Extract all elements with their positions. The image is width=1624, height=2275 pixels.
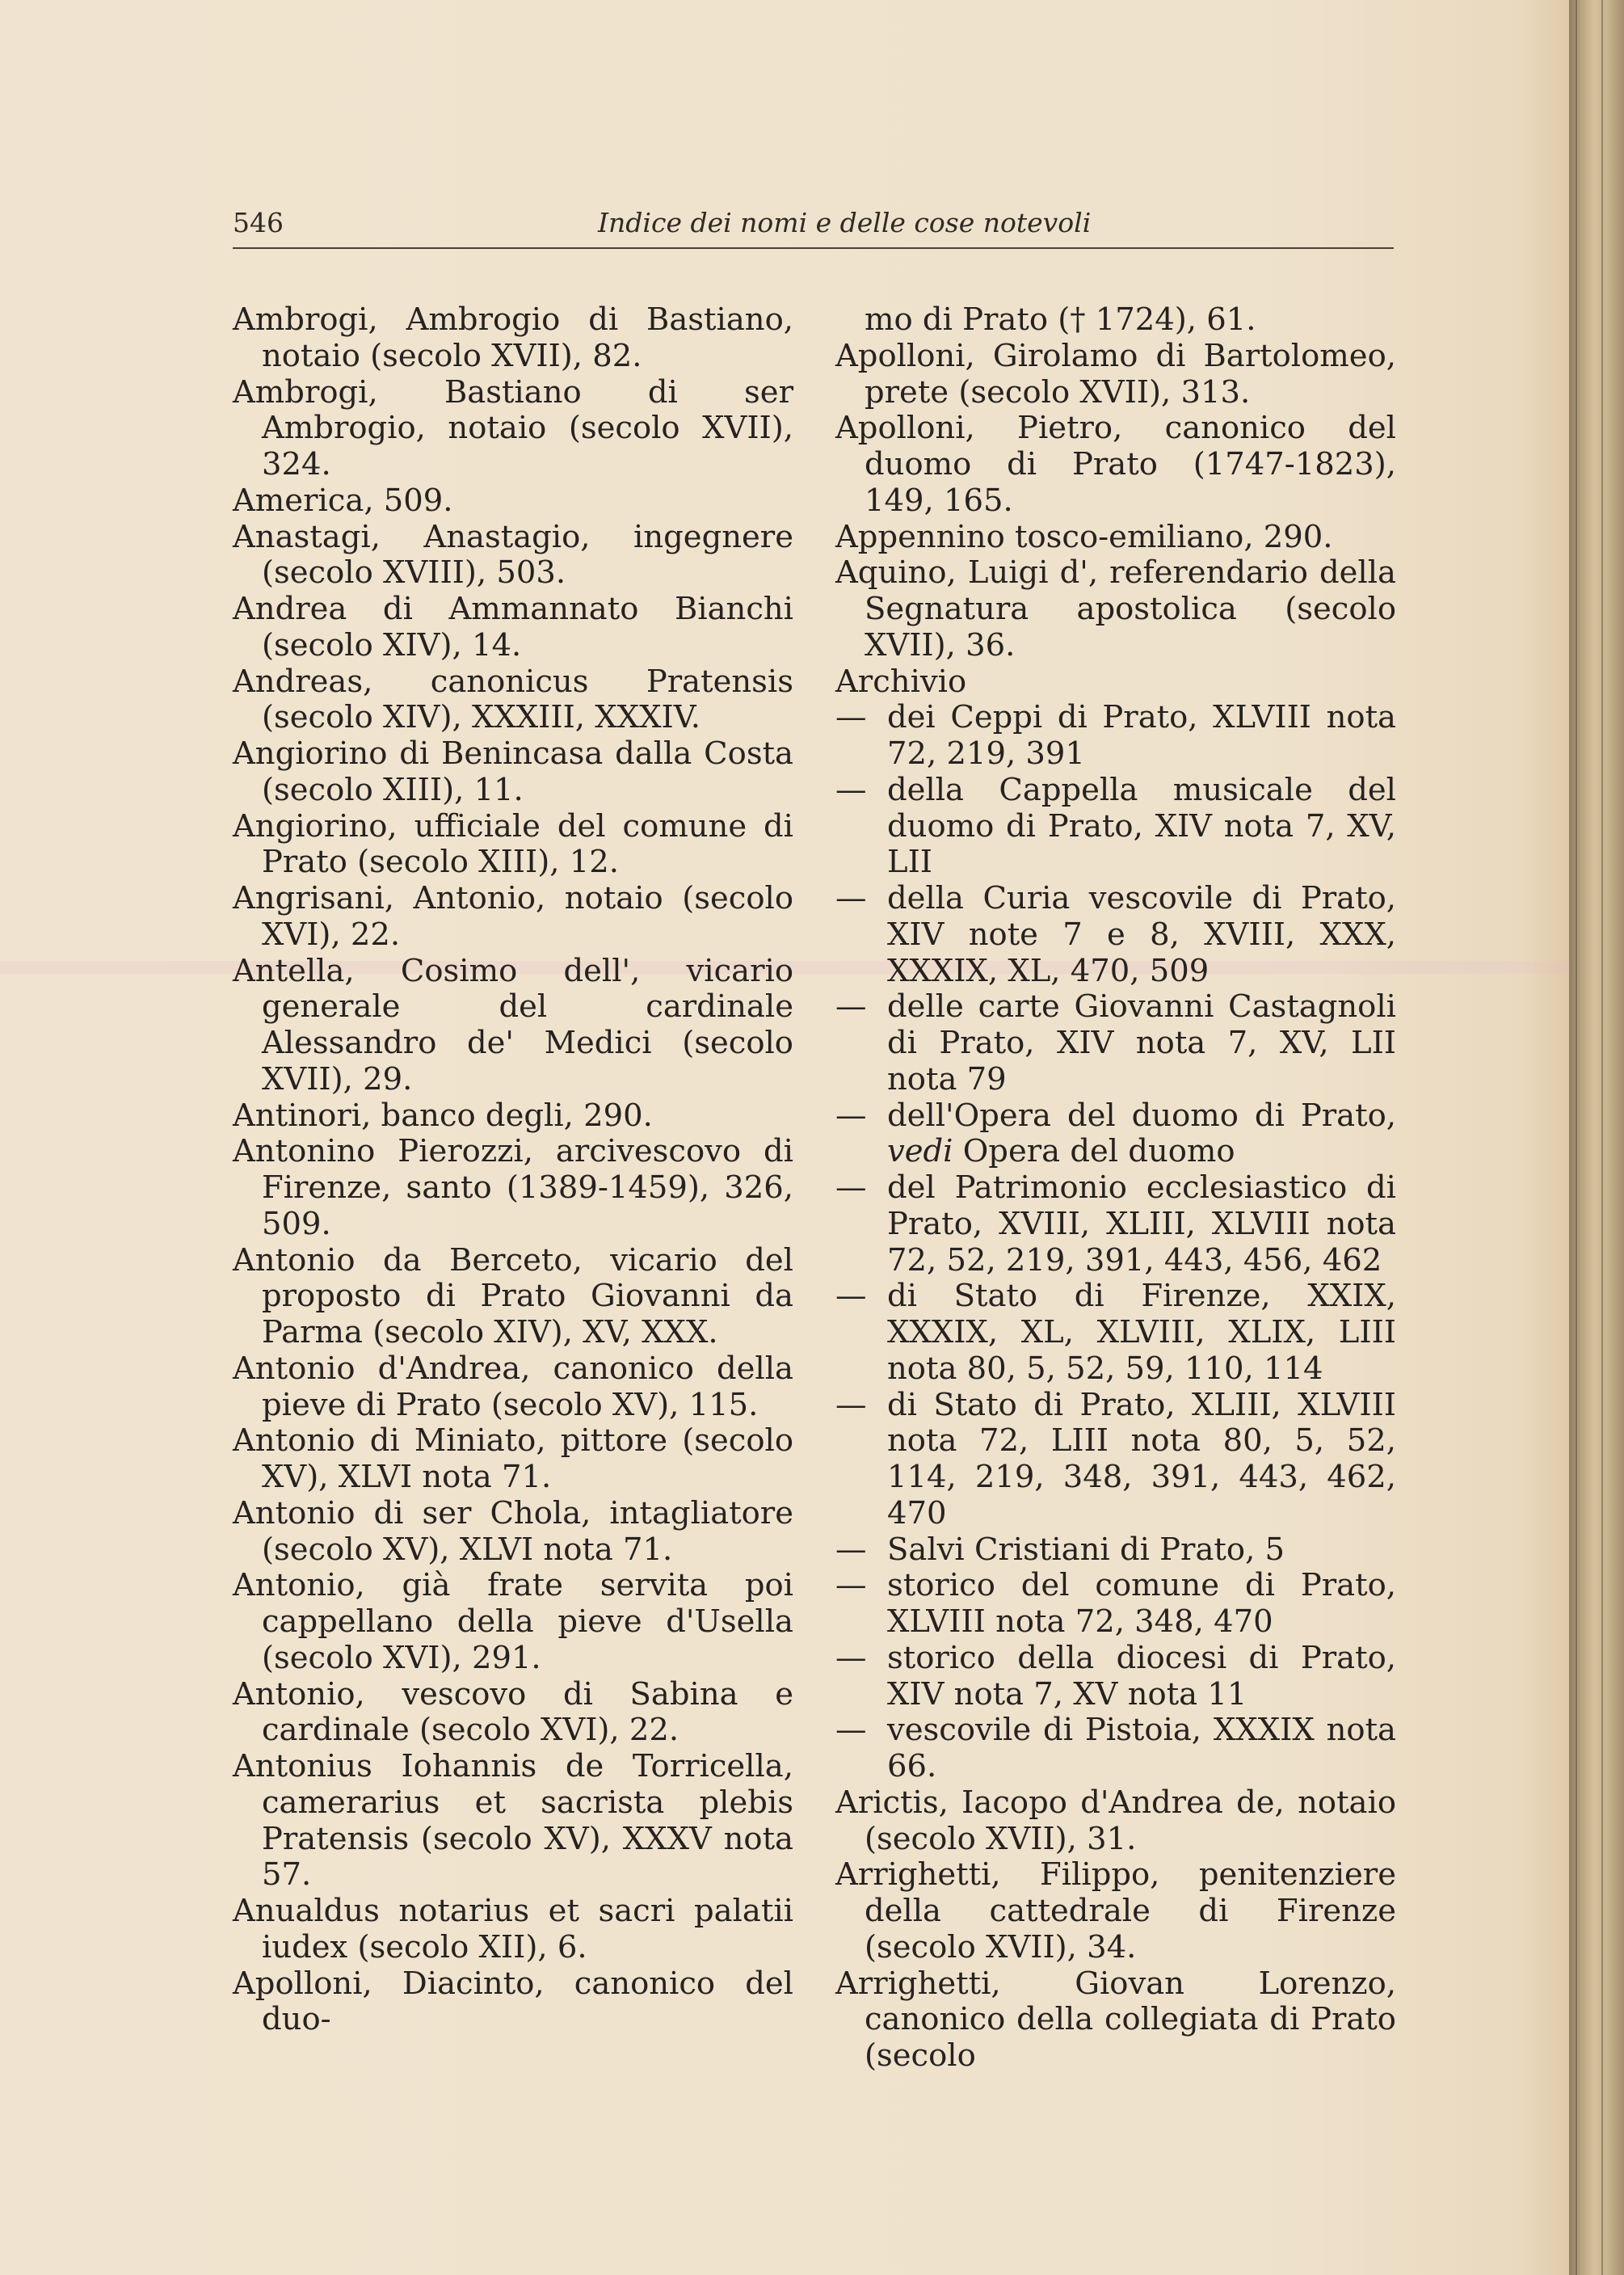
em-dash: — xyxy=(835,1531,867,1568)
em-dash: — xyxy=(835,771,867,808)
index-entry: Apolloni, Girolamo di Bartolomeo, prete (secolo XVII), 313. xyxy=(835,337,1396,411)
em-dash: — xyxy=(835,1712,867,1749)
vedi-cross-reference: vedi xyxy=(887,1133,953,1170)
subentry-text: delle carte Giovanni Castagnoli di Prato, XIV nota 7, XV, LII nota 79 xyxy=(887,988,1396,1097)
em-dash: — xyxy=(835,1169,867,1206)
index-entry: Antonio, vescovo di Sabina e cardinale (secolo XVI), 22. xyxy=(233,1675,793,1749)
index-entry: Andrea di Ammannato Bianchi (secolo XIV), 14. xyxy=(233,591,793,664)
book-gutter xyxy=(1569,0,1624,2275)
index-entry: Angiorino di Benincasa dalla Costa (secolo XIII), 11. xyxy=(233,735,793,808)
index-subentry xyxy=(835,1713,1396,1785)
em-dash: — xyxy=(835,1097,867,1134)
index-subentry xyxy=(835,1532,1396,1569)
index-entry: Angrisani, Antonio, notaio (secolo XVI), 22. xyxy=(233,880,793,953)
index-entry: Apolloni, Pietro, canonico del duomo di Prato (1747-1823), 149, 165. xyxy=(835,410,1396,519)
index-subentry xyxy=(835,700,1396,773)
em-dash: — xyxy=(835,699,867,736)
index-entry: Arictis, Iacopo d'Andrea de, notaio (secolo XVII), 31. xyxy=(835,1784,1396,1857)
em-dash: — xyxy=(835,880,867,916)
subentry-text: della Cappella musicale del duomo di Prato, XIV nota 7, XV, LII xyxy=(887,771,1396,881)
index-entry: Anastagi, Anastagio, ingegnere (secolo XVIII), 503. xyxy=(233,518,793,592)
index-entry: Antonio di ser Chola, intagliatore (secolo XV), XLVI nota 71. xyxy=(233,1494,793,1568)
index-entry: Antonio da Berceto, vicario del proposto di Prato Giovanni da Parma (secolo XIV), XV, XXX. xyxy=(233,1241,793,1350)
gutter-line xyxy=(1576,0,1577,2275)
running-head xyxy=(233,202,1394,249)
subentry-text: di Stato di Prato, XLIII, XLVIII nota 72, LIII nota 80, 5, 52, 114, 219, 348, 391, 443, 462, 470 xyxy=(887,1386,1396,1531)
index-entry: Andreas, canonicus Pratensis (secolo XIV), XXXIII, XXXIV. xyxy=(233,663,793,736)
subentry-text: di Stato di Firenze, XXIX, XXXIX, XL, XLVIII, XLIX, LIII nota 80, 5, 52, 59, 110, 114 xyxy=(887,1278,1396,1387)
index-entry: Aquino, Luigi d', referendario della Segnatura apostolica (secolo XVII), 36. xyxy=(835,554,1396,664)
em-dash: — xyxy=(835,1567,867,1604)
index-column-left xyxy=(233,302,793,2038)
index-entry: Apolloni, Diacinto, canonico del duo- xyxy=(233,1965,793,2038)
index-entry: Angiorino, ufficiale del comune di Prato (secolo XIII), 12. xyxy=(233,807,793,881)
subentry-text: dei Ceppi di Prato, XLVIII nota 72, 219, 391 xyxy=(887,699,1396,772)
gutter-line xyxy=(1601,0,1603,2275)
running-head-title: Indice dei nomi e delle cose notevoli xyxy=(598,207,1092,238)
em-dash: — xyxy=(835,1278,867,1315)
index-subentry xyxy=(835,1641,1396,1713)
index-entry: America, 509. xyxy=(233,482,453,519)
index-subentry xyxy=(835,1170,1396,1279)
index-subentry xyxy=(835,1568,1396,1641)
index-entry: Ambrogi, Bastiano di ser Ambrogio, notaio (secolo XVII), 324. xyxy=(233,373,793,482)
subentry-text: Opera del duomo xyxy=(953,1133,1235,1170)
em-dash: — xyxy=(835,1639,867,1676)
index-column-right xyxy=(835,302,1396,2075)
subentry-text: storico della diocesi di Prato, XIV nota 7, XV nota 11 xyxy=(887,1639,1396,1713)
subentry-text: della Curia vescovile di Prato, XIV note 7 e 8, XVIII, XXX, XXXIX, XL, 470, 509 xyxy=(887,880,1396,989)
index-entry: Antonino Pierozzi, arcivescovo di Firenze, santo (1389-1459), 326, 509. xyxy=(233,1133,793,1242)
index-entry: Antonio, già frate servita poi cappellano della pieve d'Usella (secolo XVI), 291. xyxy=(233,1567,793,1676)
index-entry: Ambrogi, Ambrogio di Bastiano, notaio (secolo XVII), 82. xyxy=(233,301,793,374)
subentry-text: storico del comune di Prato, XLVIII nota 72, 348, 470 xyxy=(887,1567,1396,1640)
index-subentry xyxy=(835,881,1396,989)
index-entry: Antonio di Miniato, pittore (secolo XV), XLVI nota 71. xyxy=(233,1422,793,1495)
page-number: 546 xyxy=(233,207,284,238)
index-entry: Antella, Cosimo dell', vicario generale del cardinale Alessandro de' Medici (secolo XVII), 29. xyxy=(233,952,793,1097)
subentry-text: del Patrimonio ecclesiastico di Prato, XVIII, XLIII, XLVIII nota 72, 52, 219, 391, 443, 456, 462 xyxy=(887,1169,1396,1279)
index-subentry xyxy=(835,989,1396,1097)
index-subentry xyxy=(835,773,1396,881)
index-entry: Antinori, banco degli, 290. xyxy=(233,1097,653,1134)
index-entry-continuation: mo di Prato († 1724), 61. xyxy=(865,301,1256,338)
subentry-text: vescovile di Pistoia, XXXIX nota 66. xyxy=(887,1712,1396,1784)
index-entry: Antonius Iohannis de Torricella, camerarius et sacrista plebis Pratensis (secolo XV), XXXV nota 57. xyxy=(233,1748,793,1894)
index-subentry xyxy=(835,1388,1396,1532)
em-dash: — xyxy=(835,988,867,1026)
index-heading-archivio: Archivio xyxy=(835,663,967,700)
subentry-text: dell'Opera del duomo di Prato, xyxy=(887,1097,1396,1134)
index-subentry xyxy=(835,1098,1396,1171)
index-entry: Appennino tosco-emiliano, 290. xyxy=(835,518,1333,555)
index-entry: Arrighetti, Filippo, penitenziere della cattedrale di Firenze (secolo XVII), 34. xyxy=(835,1856,1396,1965)
index-subentry xyxy=(835,1279,1396,1387)
subentry-text: Salvi Cristiani di Prato, 5 xyxy=(887,1531,1285,1568)
em-dash: — xyxy=(835,1386,867,1423)
index-entry: Arrighetti, Giovan Lorenzo, canonico della collegiata di Prato (secolo xyxy=(835,1965,1396,2074)
index-entry: Antonio d'Andrea, canonico della pieve di Prato (secolo XV), 115. xyxy=(233,1350,793,1423)
index-entry: Anualdus notarius et sacri palatii iudex (secolo XII), 6. xyxy=(233,1893,793,1965)
